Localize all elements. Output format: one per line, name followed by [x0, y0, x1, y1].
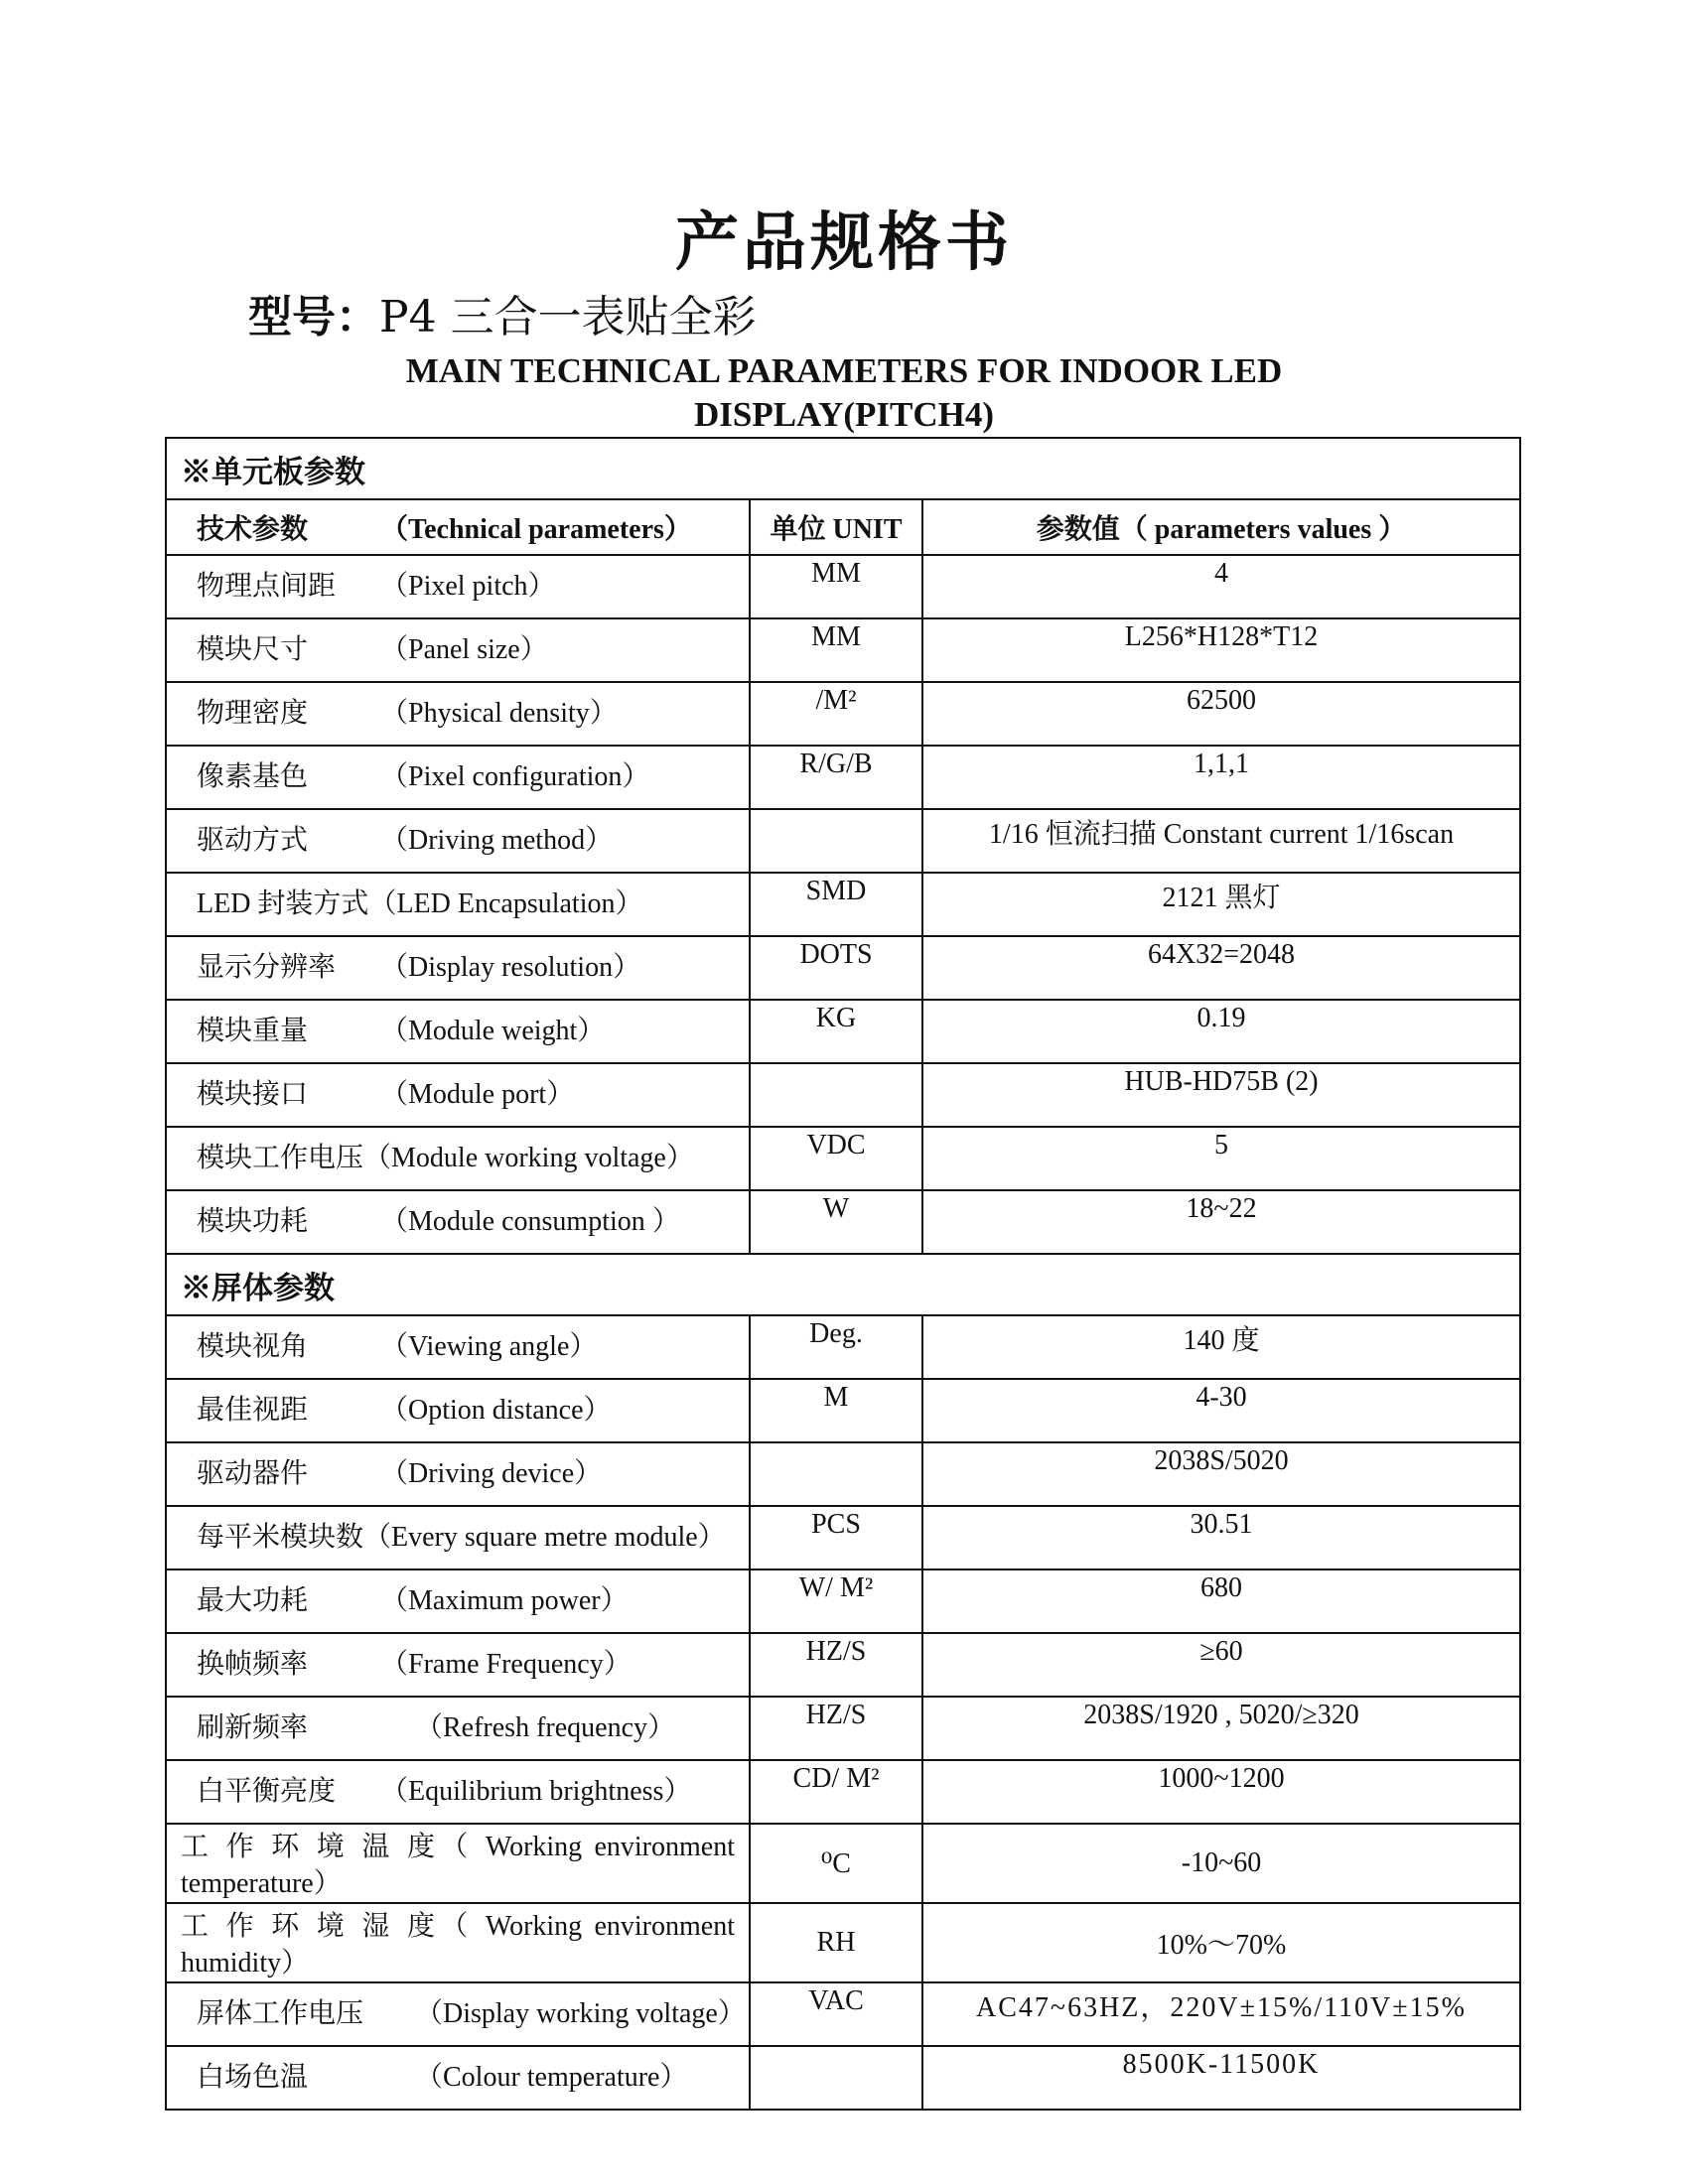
- param-unit: W/ M²: [750, 1570, 922, 1633]
- param-value: HUB-HD75B (2): [922, 1063, 1520, 1127]
- param-name-en: （Frame Frequency）: [380, 1649, 632, 1680]
- param-name-en: （Equilibrium brightness）: [380, 1776, 692, 1807]
- param-unit: [750, 2046, 922, 2110]
- param-unit: Deg.: [750, 1315, 922, 1379]
- table-row: [166, 1506, 1520, 1570]
- param-value: 680: [922, 1570, 1520, 1633]
- param-name-zh: 模块接口: [197, 1079, 309, 1110]
- param-value: 2121 黑灯: [922, 873, 1520, 936]
- param-name-zh: 物理密度: [197, 698, 309, 729]
- param-name: [166, 1982, 750, 2046]
- document-title: 产品规格书: [675, 205, 1013, 280]
- header-unit: 单位 UNIT: [750, 499, 922, 555]
- subtitle-line-2: DISPLAY(PITCH4): [693, 395, 995, 434]
- param-name: [166, 873, 750, 936]
- param-name: [166, 682, 750, 746]
- param-name-zh: 刷新频率: [197, 1712, 309, 1743]
- param-unit: HZ/S: [750, 1697, 922, 1760]
- param-unit: [750, 1442, 922, 1506]
- param-name: [166, 1506, 750, 1570]
- param-unit: R/G/B: [750, 746, 922, 809]
- header-name-en: （Technical parameters）: [380, 514, 692, 545]
- table-row: [166, 1379, 1520, 1442]
- table-row: [166, 682, 1520, 746]
- param-unit: ⁰C: [750, 1824, 922, 1903]
- param-name-en: （Panel size）: [380, 634, 548, 665]
- param-value: ≥60: [922, 1633, 1520, 1697]
- param-name-en: （Colour temperature）: [415, 2062, 688, 2093]
- param-name-en: （Display working voltage）: [415, 1998, 746, 2029]
- param-name: [166, 746, 750, 809]
- table-row: [166, 1442, 1520, 1506]
- param-name: [166, 1824, 750, 1903]
- param-value: 140 度: [922, 1315, 1520, 1379]
- param-value: 64X32=2048: [922, 936, 1520, 1000]
- param-name-zh: 物理点间距: [197, 571, 337, 602]
- param-name: [166, 2046, 750, 2110]
- param-name: [166, 1379, 750, 1442]
- param-name-en: （Driving device）: [380, 1458, 603, 1489]
- param-unit: [750, 809, 922, 873]
- param-unit: VAC: [750, 1982, 922, 2046]
- param-unit: CD/ M²: [750, 1760, 922, 1824]
- section-title-unit-board: ※单元板参数: [166, 438, 1520, 499]
- param-value: 0.19: [922, 1000, 1520, 1063]
- table-row: [166, 1760, 1520, 1824]
- param-unit: KG: [750, 1000, 922, 1063]
- param-name: [166, 1190, 750, 1254]
- param-name: [166, 1903, 750, 1982]
- table-row: [166, 2046, 1520, 2110]
- param-name-en: （LED Encapsulation）: [368, 888, 643, 919]
- param-value: L256*H128*T12: [922, 618, 1520, 682]
- param-name-en: （ Working environment humidity）: [181, 1911, 735, 1979]
- param-name-en: （Physical density）: [380, 698, 618, 729]
- table-header-row: [166, 499, 1520, 555]
- param-unit: SMD: [750, 873, 922, 936]
- param-name-en: （Refresh frequency）: [415, 1712, 676, 1743]
- param-name: [166, 1570, 750, 1633]
- param-unit: HZ/S: [750, 1633, 922, 1697]
- param-name-zh: 换帧频率: [197, 1649, 309, 1680]
- param-name: [166, 555, 750, 618]
- param-name-zh: 模块重量: [197, 1016, 309, 1046]
- param-unit: W: [750, 1190, 922, 1254]
- param-value: 5: [922, 1127, 1520, 1190]
- section-row: [166, 1254, 1520, 1315]
- param-name: [166, 809, 750, 873]
- param-name-zh: 显示分辨率: [197, 952, 337, 983]
- param-value: 30.51: [922, 1506, 1520, 1570]
- table-row: [166, 1903, 1520, 1982]
- table-row: [166, 555, 1520, 618]
- param-name: [166, 936, 750, 1000]
- param-name: [166, 1442, 750, 1506]
- param-name-zh: 驱动器件: [197, 1458, 309, 1489]
- param-name-en: （Option distance）: [380, 1395, 612, 1426]
- table-row: [166, 1633, 1520, 1697]
- param-name: [166, 1697, 750, 1760]
- param-value: 2038S/5020: [922, 1442, 1520, 1506]
- param-name-en: （Every square metre module）: [363, 1522, 726, 1553]
- param-value: 10%～70%: [922, 1903, 1520, 1982]
- param-name-zh: 模块工作电压: [197, 1143, 364, 1173]
- table-row: [166, 1190, 1520, 1254]
- param-unit: RH: [750, 1903, 922, 1982]
- param-name-en: （Module port）: [380, 1079, 575, 1110]
- param-name-en: （Pixel configuration）: [380, 761, 650, 792]
- param-value: 62500: [922, 682, 1520, 746]
- param-value: 2038S/1920 , 5020/≥320: [922, 1697, 1520, 1760]
- table-row: [166, 936, 1520, 1000]
- header-value: 参数值（ parameters values ）: [922, 499, 1520, 555]
- param-value: 1/16 恒流扫描 Constant current 1/16scan: [922, 809, 1520, 873]
- table-row: [166, 618, 1520, 682]
- table-row: [166, 1570, 1520, 1633]
- model-value: P4 三合一表贴全彩: [379, 292, 757, 342]
- param-name: [166, 1000, 750, 1063]
- param-name-zh: 驱动方式: [197, 825, 309, 856]
- table-row: [166, 746, 1520, 809]
- param-value: 4: [922, 555, 1520, 618]
- param-name-en: （Driving method）: [380, 825, 614, 856]
- param-name: [166, 1760, 750, 1824]
- param-value: 1,1,1: [922, 746, 1520, 809]
- model-label: 型号：: [248, 292, 379, 342]
- param-unit: VDC: [750, 1127, 922, 1190]
- param-value: AC47~63HZ，220V±15%/110V±15%: [922, 1982, 1520, 2046]
- param-value: -10~60: [922, 1824, 1520, 1903]
- param-name-en: （Display resolution）: [380, 952, 641, 983]
- header-parameter: [166, 499, 750, 555]
- param-name-zh: 模块视角: [197, 1331, 309, 1362]
- table-row: [166, 809, 1520, 873]
- param-name-zh: 工 作 环 境 湿 度: [181, 1911, 441, 1942]
- table-row: [166, 1982, 1520, 2046]
- param-value: 8500K-11500K: [922, 2046, 1520, 2110]
- header-name-zh: 技术参数: [197, 514, 309, 545]
- param-unit: MM: [750, 618, 922, 682]
- param-name: [166, 1063, 750, 1127]
- param-name-zh: 最大功耗: [197, 1585, 309, 1616]
- spec-table: [165, 437, 1521, 2111]
- param-name-en: （Module consumption ）: [380, 1206, 680, 1237]
- table-row: [166, 1697, 1520, 1760]
- param-value: 4-30: [922, 1379, 1520, 1442]
- param-name-zh: 模块功耗: [197, 1206, 309, 1237]
- param-name-en: （Maximum power）: [380, 1585, 629, 1616]
- section-title-screen: ※屏体参数: [166, 1254, 1520, 1315]
- param-name-en: （ Working environment temperature）: [181, 1832, 735, 1899]
- table-row: [166, 1127, 1520, 1190]
- param-name: [166, 618, 750, 682]
- param-unit: M: [750, 1379, 922, 1442]
- param-name-zh: LED 封装方式: [197, 888, 369, 919]
- param-name-zh: 白场色温: [197, 2062, 309, 2093]
- table-row: [166, 1063, 1520, 1127]
- param-name-zh: 白平衡亮度: [197, 1776, 337, 1807]
- param-unit: [750, 1063, 922, 1127]
- param-name: [166, 1127, 750, 1190]
- param-unit: /M²: [750, 682, 922, 746]
- param-name-en: （Module working voltage）: [363, 1143, 694, 1173]
- param-name: [166, 1315, 750, 1379]
- param-name-zh: 工 作 环 境 温 度: [181, 1832, 441, 1862]
- param-value: 1000~1200: [922, 1760, 1520, 1824]
- table-row: [166, 1824, 1520, 1903]
- param-name: [166, 1633, 750, 1697]
- section-row: [166, 438, 1520, 499]
- document-subtitle: [0, 349, 1688, 437]
- param-name-zh: 模块尺寸: [197, 634, 309, 665]
- param-name-zh: 最佳视距: [197, 1395, 309, 1426]
- table-row: [166, 873, 1520, 936]
- param-name-en: （Pixel pitch）: [380, 571, 556, 602]
- param-name-zh: 每平米模块数: [197, 1522, 364, 1553]
- param-unit: MM: [750, 555, 922, 618]
- param-unit: PCS: [750, 1506, 922, 1570]
- subtitle-line-1: MAIN TECHNICAL PARAMETERS FOR INDOOR LED: [405, 351, 1283, 390]
- model-line: [248, 288, 757, 347]
- param-name-zh: 屏体工作电压: [197, 1998, 364, 2029]
- table-row: [166, 1315, 1520, 1379]
- param-name-en: （Viewing angle）: [380, 1331, 598, 1362]
- param-name-zh: 像素基色: [197, 761, 309, 792]
- table-row: [166, 1000, 1520, 1063]
- param-value: 18~22: [922, 1190, 1520, 1254]
- param-unit: DOTS: [750, 936, 922, 1000]
- param-name-en: （Module weight）: [380, 1016, 606, 1046]
